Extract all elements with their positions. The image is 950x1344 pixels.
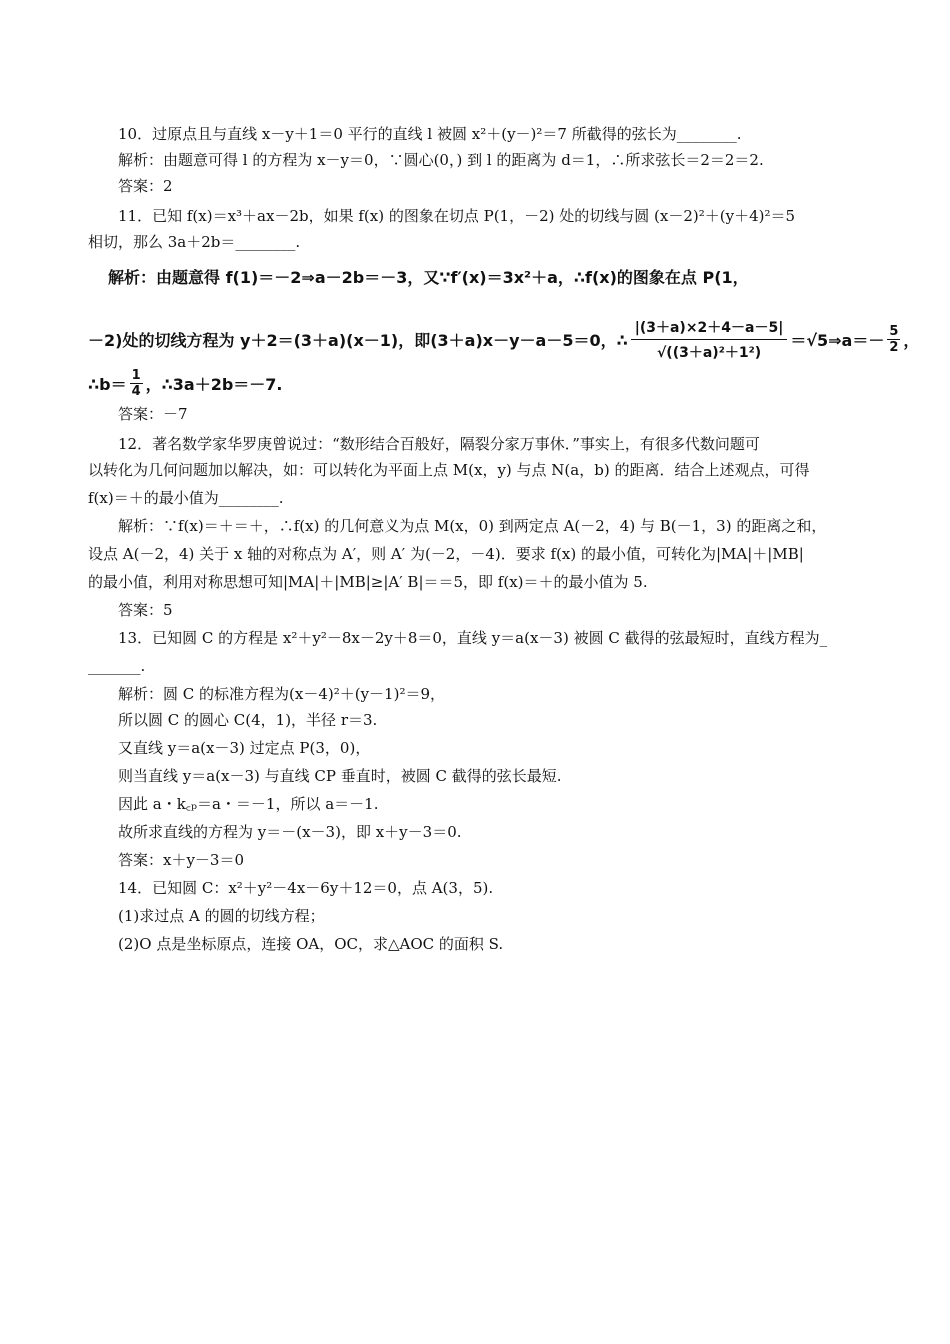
problem-13-stem: 13．已知圆 C 的方程是 x²＋y²－8x－2y＋8＝0，直线 y＝a(x－3) 被圆 C 截得的弦最短时，直线方程为_ [118,629,828,647]
problem-13-solution-4: 则当直线 y＝a(x－3) 与直线 CP 垂直时，被圆 C 截得的弦长最短. [118,767,562,785]
problem-13-answer: 答案：x＋y－3＝0 [118,851,245,869]
problem-11-solution-line3 [88,358,283,408]
fraction-denominator: √((3＋a)²＋1²) [656,344,762,361]
problem-13-solution: 解析：圆 C 的标准方程为(x－4)²＋(y－1)²＝9， [118,685,446,703]
math-mid: ＝√5⇒a＝－ [790,330,885,350]
problem-11-solution-line2 [88,314,919,364]
problem-11-answer: 答案：－7 [118,405,188,423]
math-lead: －2)处的切线方程为 y＋2＝(3＋a)(x－1)，即(3＋a)x－y－a－5＝0，∴ [88,330,628,350]
a-denominator: 2 [889,339,899,355]
problem-13-solution-6: 故所求直线的方程为 y＝－(x－3)，即 x＋y－3＝0. [118,823,462,841]
b-value-fraction [130,368,143,399]
a-numerator: 5 [889,323,899,339]
problem-10-solution: 解析：由题意可得 l 的方程为 x－y＝0，∵圆心(0，) 到 l 的距离为 d＝1，∴所求弦长＝2＝2＝2. [118,151,764,169]
problem-14-part2: (2)O 点是坐标原点，连接 OA，OC，求△AOC 的面积 S. [118,935,504,953]
problem-12-stem-cont2: f(x)＝＋的最小值为________. [88,489,284,507]
problem-10-answer: 答案：2 [118,177,173,195]
a-value-fraction [887,324,900,355]
b-lead: ∴b＝ [88,374,127,394]
problem-12-solution: 解析：∵f(x)＝＋＝＋，∴f(x) 的几何意义为点 M(x，0) 到两定点 A(－2，4) 与 B(－1，3) 的距离之和， [118,517,827,535]
problem-12-answer: 答案：5 [118,601,173,619]
b-denominator: 4 [131,383,141,399]
b-tail: ，∴3a＋2b＝－7. [145,374,283,394]
problem-10-stem: 10．过原点且与直线 x－y＋1＝0 平行的直线 l 被圆 x²＋(y－)²＝7 所截得的弦长为________. [118,125,742,143]
fraction-numerator: |(3＋a)×2＋4－a－5| [631,317,788,340]
problem-12-solution-cont1: 设点 A(－2，4) 关于 x 轴的对称点为 A′，则 A′ 为(－2，－4)．要求 f(x) 的最小值，可转化为|MA|＋|MB| [88,545,804,563]
b-numerator: 1 [131,367,141,383]
problem-12-stem: 12．著名数学家华罗庚曾说过：“数形结合百般好，隔裂分家万事休．”事实上，有很多代数问题可 [118,435,760,453]
problem-13-stem-cont: _______. [88,657,146,675]
problem-14-part1: (1)求过点 A 的圆的切线方程； [118,907,325,925]
problem-11-solution-line1: 解析：由题意得 f(1)＝－2⇒a－2b＝－3，又∵f′(x)＝3x²＋a，∴f(x)的图象在点 P(1， [108,268,749,287]
distance-fraction [631,317,788,362]
problem-13-solution-2: 所以圆 C 的圆心 C(4，1)，半径 r＝3. [118,711,378,729]
problem-12-solution-cont2: 的最小值，利用对称思想可知|MA|＋|MB|≥|A′ B|＝＝5，即 f(x)＝＋的最小值为 5. [88,573,648,591]
problem-13-solution-3: 又直线 y＝a(x－3) 过定点 P(3，0)， [118,739,371,757]
problem-12-stem-cont1: 以转化为几何问题加以解决，如：可以转化为平面上点 M(x，y) 与点 N(a，b) 的距离．结合上述观点，可得 [88,461,810,479]
problem-14-stem: 14．已知圆 C：x²＋y²－4x－6y＋12＝0，点 A(3，5). [118,879,494,897]
problem-11-stem: 11．已知 f(x)＝x³＋ax－2b，如果 f(x) 的图象在切点 P(1，－2) 处的切线与圆 (x－2)²＋(y＋4)²＝5 [118,207,796,225]
math-tail: ， [903,330,920,350]
problem-11-stem-cont: 相切，那么 3a＋2b＝________. [88,233,301,251]
problem-13-solution-5: 因此 a・k꜀ₚ＝a・＝－1，所以 a＝－1. [118,795,379,813]
